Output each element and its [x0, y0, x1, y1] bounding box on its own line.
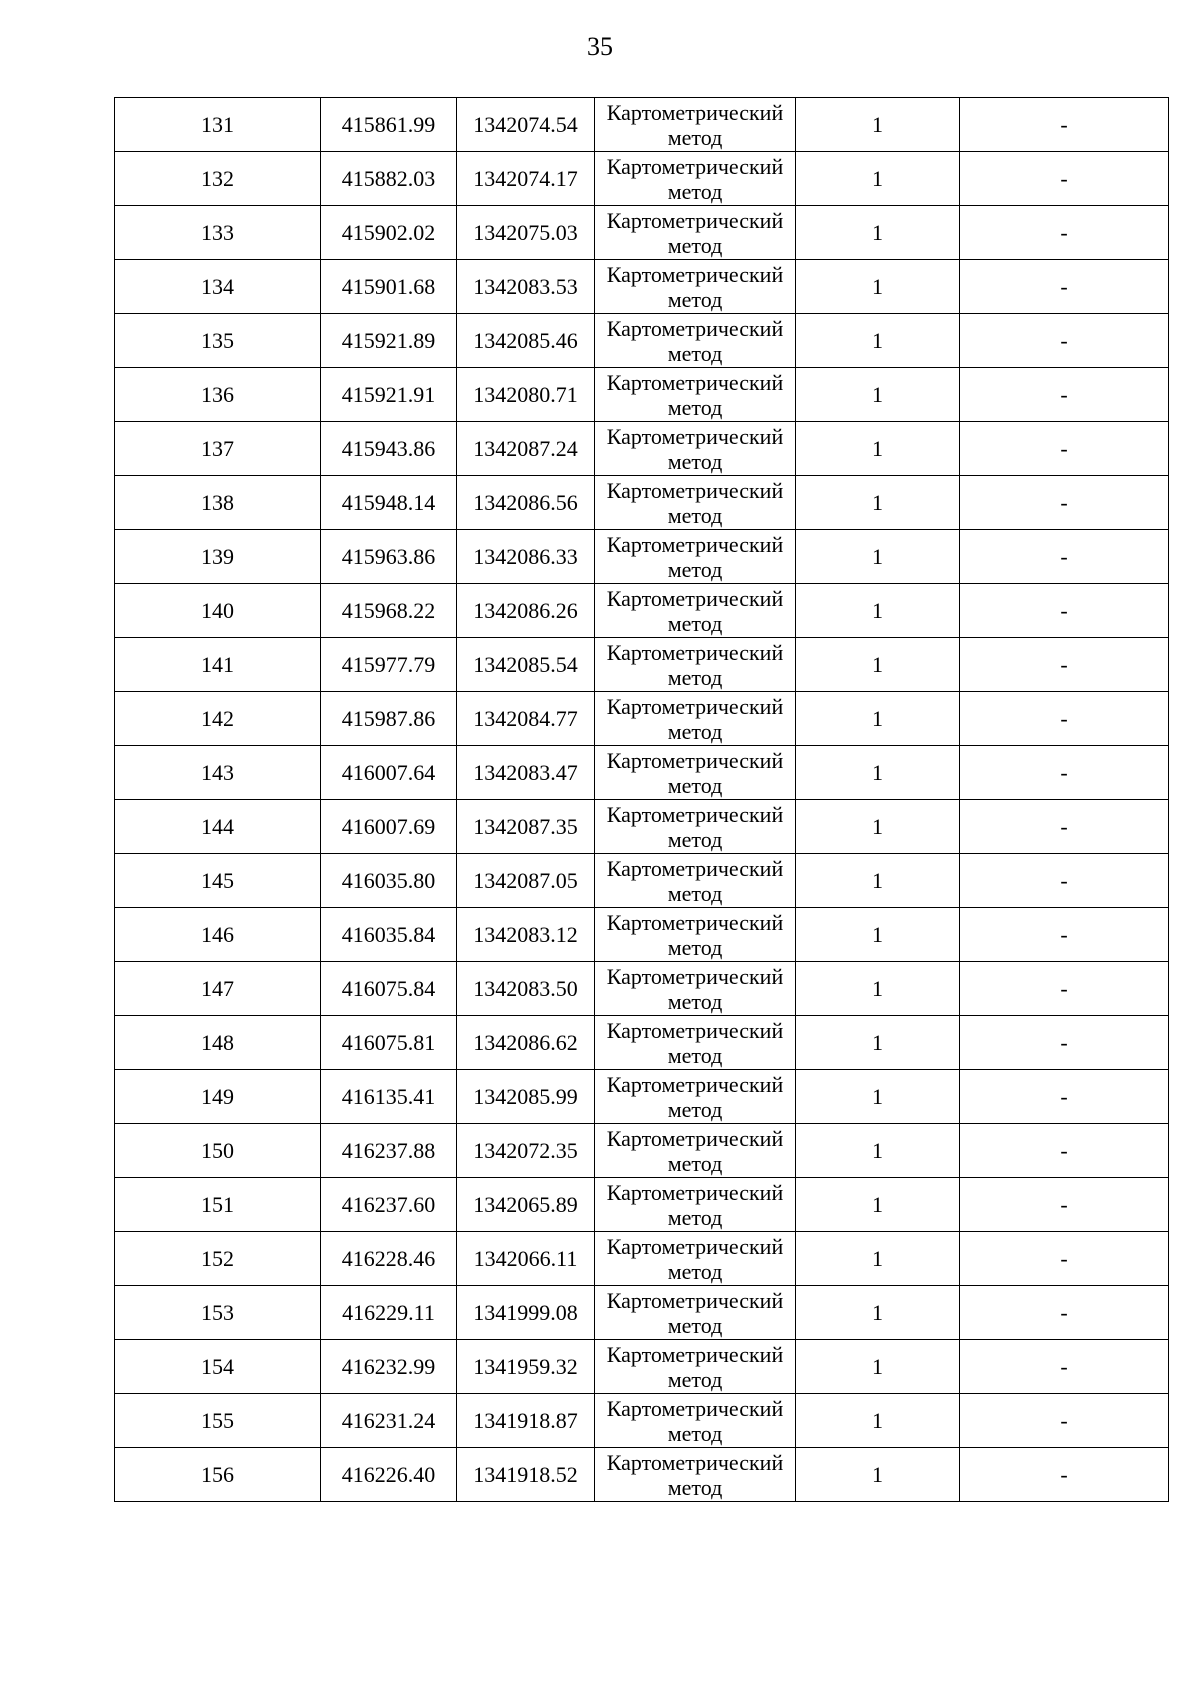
note-cell: - [960, 1340, 1169, 1394]
method-line-1: Картометрический [606, 1017, 784, 1043]
table-row [115, 746, 1169, 800]
method-line-1: Картометрический [606, 801, 784, 827]
y-coordinate-cell: 1342085.54 [457, 638, 595, 692]
point-number-cell: 133 [115, 206, 321, 260]
method-line-1: Картометрический [606, 1341, 784, 1367]
point-number-cell: 149 [115, 1070, 321, 1124]
precision-cell: 1 [796, 1232, 960, 1286]
note-cell: - [960, 476, 1169, 530]
y-coordinate-cell: 1342065.89 [457, 1178, 595, 1232]
y-coordinate-cell: 1342083.12 [457, 908, 595, 962]
table-row [115, 1124, 1169, 1178]
method-line-2: метод [667, 340, 723, 366]
precision-cell: 1 [796, 962, 960, 1016]
table-row [115, 206, 1169, 260]
point-number-cell: 143 [115, 746, 321, 800]
note-cell: - [960, 1286, 1169, 1340]
method-line-1: Картометрический [606, 99, 784, 125]
point-number-cell: 151 [115, 1178, 321, 1232]
note-cell: - [960, 422, 1169, 476]
table-row [115, 962, 1169, 1016]
method-line-2: метод [667, 1096, 723, 1122]
y-coordinate-cell: 1342087.05 [457, 854, 595, 908]
method-cell [595, 908, 796, 962]
method-line-2: метод [667, 1474, 723, 1500]
method-line-2: метод [667, 1420, 723, 1446]
method-cell [595, 1232, 796, 1286]
method-line-1: Картометрический [606, 1449, 784, 1475]
note-cell: - [960, 530, 1169, 584]
precision-cell: 1 [796, 368, 960, 422]
note-cell: - [960, 260, 1169, 314]
y-coordinate-cell: 1342083.50 [457, 962, 595, 1016]
method-cell [595, 1178, 796, 1232]
method-line-2: метод [667, 826, 723, 852]
point-number-cell: 150 [115, 1124, 321, 1178]
note-cell: - [960, 152, 1169, 206]
point-number-cell: 138 [115, 476, 321, 530]
method-line-1: Картометрический [606, 1233, 784, 1259]
point-number-cell: 134 [115, 260, 321, 314]
y-coordinate-cell: 1342080.71 [457, 368, 595, 422]
table-row [115, 800, 1169, 854]
method-cell [595, 98, 796, 152]
precision-cell: 1 [796, 692, 960, 746]
x-coordinate-cell: 415943.86 [321, 422, 457, 476]
precision-cell: 1 [796, 1070, 960, 1124]
x-coordinate-cell: 416237.60 [321, 1178, 457, 1232]
table-row [115, 1448, 1169, 1502]
x-coordinate-cell: 416232.99 [321, 1340, 457, 1394]
point-number-cell: 137 [115, 422, 321, 476]
method-line-2: метод [667, 988, 723, 1014]
method-line-1: Картометрический [606, 639, 784, 665]
method-line-1: Картометрический [606, 315, 784, 341]
y-coordinate-cell: 1342087.35 [457, 800, 595, 854]
y-coordinate-cell: 1342086.33 [457, 530, 595, 584]
method-line-1: Картометрический [606, 477, 784, 503]
method-line-1: Картометрический [606, 963, 784, 989]
x-coordinate-cell: 415963.86 [321, 530, 457, 584]
method-line-1: Картометрический [606, 531, 784, 557]
method-line-1: Картометрический [606, 693, 784, 719]
method-line-2: метод [667, 124, 723, 150]
table-row [115, 368, 1169, 422]
note-cell: - [960, 638, 1169, 692]
precision-cell: 1 [796, 422, 960, 476]
x-coordinate-cell: 416075.81 [321, 1016, 457, 1070]
method-cell [595, 1394, 796, 1448]
x-coordinate-cell: 416231.24 [321, 1394, 457, 1448]
table-row [115, 638, 1169, 692]
precision-cell: 1 [796, 638, 960, 692]
point-number-cell: 135 [115, 314, 321, 368]
precision-cell: 1 [796, 1394, 960, 1448]
y-coordinate-cell: 1342083.47 [457, 746, 595, 800]
table-row [115, 314, 1169, 368]
method-cell [595, 422, 796, 476]
method-cell [595, 530, 796, 584]
x-coordinate-cell: 416228.46 [321, 1232, 457, 1286]
precision-cell: 1 [796, 260, 960, 314]
method-cell [595, 800, 796, 854]
point-number-cell: 139 [115, 530, 321, 584]
point-number-cell: 153 [115, 1286, 321, 1340]
method-line-1: Картометрический [606, 909, 784, 935]
note-cell: - [960, 368, 1169, 422]
precision-cell: 1 [796, 1286, 960, 1340]
precision-cell: 1 [796, 152, 960, 206]
method-cell [595, 1016, 796, 1070]
precision-cell: 1 [796, 314, 960, 368]
method-cell [595, 1070, 796, 1124]
method-cell [595, 476, 796, 530]
precision-cell: 1 [796, 1448, 960, 1502]
table-row [115, 98, 1169, 152]
point-number-cell: 152 [115, 1232, 321, 1286]
precision-cell: 1 [796, 584, 960, 638]
method-line-1: Картометрический [606, 153, 784, 179]
note-cell: - [960, 962, 1169, 1016]
table-row [115, 152, 1169, 206]
y-coordinate-cell: 1342087.24 [457, 422, 595, 476]
method-cell [595, 152, 796, 206]
method-line-2: метод [667, 664, 723, 690]
method-cell [595, 1340, 796, 1394]
point-number-cell: 144 [115, 800, 321, 854]
table-row [115, 1016, 1169, 1070]
table-row [115, 530, 1169, 584]
method-cell [595, 746, 796, 800]
precision-cell: 1 [796, 908, 960, 962]
point-number-cell: 136 [115, 368, 321, 422]
note-cell: - [960, 1016, 1169, 1070]
method-line-2: метод [667, 448, 723, 474]
point-number-cell: 140 [115, 584, 321, 638]
note-cell: - [960, 1394, 1169, 1448]
y-coordinate-cell: 1342086.56 [457, 476, 595, 530]
note-cell: - [960, 746, 1169, 800]
precision-cell: 1 [796, 746, 960, 800]
y-coordinate-cell: 1342066.11 [457, 1232, 595, 1286]
precision-cell: 1 [796, 476, 960, 530]
y-coordinate-cell: 1342083.53 [457, 260, 595, 314]
method-line-2: метод [667, 286, 723, 312]
method-line-2: метод [667, 1366, 723, 1392]
precision-cell: 1 [796, 206, 960, 260]
note-cell: - [960, 1178, 1169, 1232]
method-line-2: метод [667, 1042, 723, 1068]
point-number-cell: 142 [115, 692, 321, 746]
method-cell [595, 1448, 796, 1502]
x-coordinate-cell: 416007.69 [321, 800, 457, 854]
table-row [115, 584, 1169, 638]
table-row [115, 1340, 1169, 1394]
method-line-1: Картометрический [606, 855, 784, 881]
y-coordinate-cell: 1342085.46 [457, 314, 595, 368]
method-line-2: метод [667, 502, 723, 528]
x-coordinate-cell: 416075.84 [321, 962, 457, 1016]
y-coordinate-cell: 1341918.87 [457, 1394, 595, 1448]
method-line-2: метод [667, 394, 723, 420]
method-cell [595, 962, 796, 1016]
method-line-2: метод [667, 772, 723, 798]
method-cell [595, 854, 796, 908]
note-cell: - [960, 314, 1169, 368]
precision-cell: 1 [796, 1178, 960, 1232]
method-line-2: метод [667, 1204, 723, 1230]
note-cell: - [960, 1232, 1169, 1286]
x-coordinate-cell: 415987.86 [321, 692, 457, 746]
method-cell [595, 638, 796, 692]
y-coordinate-cell: 1342086.26 [457, 584, 595, 638]
point-number-cell: 154 [115, 1340, 321, 1394]
method-line-1: Картометрический [606, 585, 784, 611]
method-cell [595, 692, 796, 746]
x-coordinate-cell: 416226.40 [321, 1448, 457, 1502]
point-number-cell: 141 [115, 638, 321, 692]
method-line-1: Картометрический [606, 1287, 784, 1313]
precision-cell: 1 [796, 1340, 960, 1394]
x-coordinate-cell: 415977.79 [321, 638, 457, 692]
method-line-2: метод [667, 232, 723, 258]
note-cell: - [960, 854, 1169, 908]
method-line-2: метод [667, 556, 723, 582]
point-number-cell: 132 [115, 152, 321, 206]
method-line-2: метод [667, 1150, 723, 1176]
x-coordinate-cell: 415902.02 [321, 206, 457, 260]
x-coordinate-cell: 415901.68 [321, 260, 457, 314]
table-row [115, 692, 1169, 746]
method-cell [595, 260, 796, 314]
coordinates-table [114, 97, 1169, 1502]
y-coordinate-cell: 1341999.08 [457, 1286, 595, 1340]
y-coordinate-cell: 1342084.77 [457, 692, 595, 746]
x-coordinate-cell: 416135.41 [321, 1070, 457, 1124]
method-line-2: метод [667, 178, 723, 204]
point-number-cell: 156 [115, 1448, 321, 1502]
note-cell: - [960, 98, 1169, 152]
method-line-1: Картометрический [606, 1395, 784, 1421]
method-line-1: Картометрический [606, 369, 784, 395]
x-coordinate-cell: 415921.89 [321, 314, 457, 368]
method-cell [595, 1286, 796, 1340]
method-line-2: метод [667, 934, 723, 960]
x-coordinate-cell: 415882.03 [321, 152, 457, 206]
method-line-2: метод [667, 1312, 723, 1338]
table-row [115, 1178, 1169, 1232]
point-number-cell: 145 [115, 854, 321, 908]
precision-cell: 1 [796, 1124, 960, 1178]
y-coordinate-cell: 1342072.35 [457, 1124, 595, 1178]
note-cell: - [960, 800, 1169, 854]
precision-cell: 1 [796, 98, 960, 152]
x-coordinate-cell: 416007.64 [321, 746, 457, 800]
table-body [115, 98, 1169, 1502]
table-row [115, 476, 1169, 530]
x-coordinate-cell: 415968.22 [321, 584, 457, 638]
y-coordinate-cell: 1342086.62 [457, 1016, 595, 1070]
precision-cell: 1 [796, 1016, 960, 1070]
y-coordinate-cell: 1341959.32 [457, 1340, 595, 1394]
note-cell: - [960, 1070, 1169, 1124]
method-line-1: Картометрический [606, 1071, 784, 1097]
table-row [115, 422, 1169, 476]
y-coordinate-cell: 1341918.52 [457, 1448, 595, 1502]
method-line-2: метод [667, 610, 723, 636]
table-row [115, 908, 1169, 962]
note-cell: - [960, 1448, 1169, 1502]
table-row [115, 1394, 1169, 1448]
method-line-1: Картометрический [606, 1125, 784, 1151]
x-coordinate-cell: 416237.88 [321, 1124, 457, 1178]
precision-cell: 1 [796, 854, 960, 908]
table-row [115, 854, 1169, 908]
note-cell: - [960, 1124, 1169, 1178]
precision-cell: 1 [796, 530, 960, 584]
point-number-cell: 148 [115, 1016, 321, 1070]
y-coordinate-cell: 1342075.03 [457, 206, 595, 260]
table-row [115, 1286, 1169, 1340]
method-cell [595, 206, 796, 260]
method-line-1: Картометрический [606, 1179, 784, 1205]
method-line-1: Картометрический [606, 747, 784, 773]
method-line-1: Картометрический [606, 261, 784, 287]
x-coordinate-cell: 416035.84 [321, 908, 457, 962]
method-line-1: Картометрический [606, 207, 784, 233]
x-coordinate-cell: 415861.99 [321, 98, 457, 152]
note-cell: - [960, 908, 1169, 962]
x-coordinate-cell: 415921.91 [321, 368, 457, 422]
method-line-2: метод [667, 1258, 723, 1284]
point-number-cell: 146 [115, 908, 321, 962]
table-row [115, 260, 1169, 314]
x-coordinate-cell: 416035.80 [321, 854, 457, 908]
note-cell: - [960, 692, 1169, 746]
y-coordinate-cell: 1342074.54 [457, 98, 595, 152]
point-number-cell: 155 [115, 1394, 321, 1448]
table-row [115, 1070, 1169, 1124]
precision-cell: 1 [796, 800, 960, 854]
table-row [115, 1232, 1169, 1286]
method-line-2: метод [667, 880, 723, 906]
point-number-cell: 131 [115, 98, 321, 152]
method-cell [595, 1124, 796, 1178]
note-cell: - [960, 584, 1169, 638]
note-cell: - [960, 206, 1169, 260]
point-number-cell: 147 [115, 962, 321, 1016]
page-number: 35 [587, 32, 613, 61]
method-cell [595, 314, 796, 368]
y-coordinate-cell: 1342074.17 [457, 152, 595, 206]
method-line-2: метод [667, 718, 723, 744]
y-coordinate-cell: 1342085.99 [457, 1070, 595, 1124]
method-line-1: Картометрический [606, 423, 784, 449]
x-coordinate-cell: 416229.11 [321, 1286, 457, 1340]
method-cell [595, 368, 796, 422]
x-coordinate-cell: 415948.14 [321, 476, 457, 530]
method-cell [595, 584, 796, 638]
